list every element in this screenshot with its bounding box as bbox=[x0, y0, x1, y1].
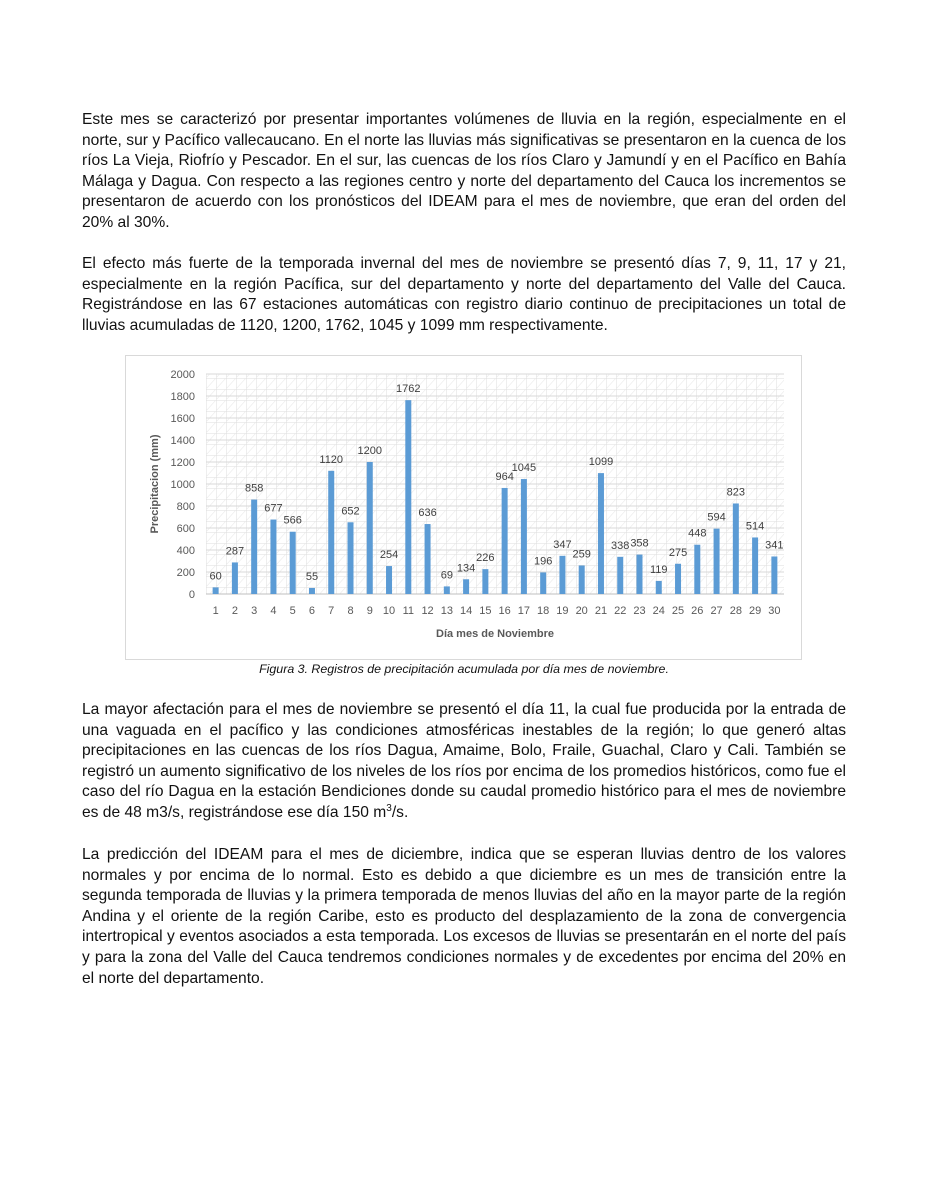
paragraph-strongest-days: El efecto más fuerte de la temporada invernal del mes de noviembre se presentó días 7, 9, 11, 17 y 21, especialmente en la región Pacífica, sur del departamento y norte del departamento del Valle del Cauca. Registrándose en las 67 estaciones automáticas con registro diario continuo de precipitaciones un total de lluvias acumuladas de 1120, 1200, 1762, 1045 y 1099 mm respectivamente. bbox=[82, 255, 846, 334]
data-label-day-2: 287 bbox=[225, 545, 245, 558]
paragraph-intro: Este mes se caracterizó por presentar importantes volúmenes de lluvia en la región, especialmente en el norte, sur y Pacífico vallecaucano. En el norte las lluvias más significativas se presentaron en la cuenca de los ríos La Vieja, Riofrío y Pescador. En el sur, las cuencas de los ríos Claro y Jamundí y en el Pacífico en Bahía Málaga y Dagua. Con respecto a las regiones centro y norte del departamento del Cauca los incrementos se presentaron de acuerdo con los pronósticos del IDEAM para el mes de noviembre, que eran del orden del 20% al 30%. bbox=[82, 111, 846, 231]
bar-day-22 bbox=[617, 557, 623, 594]
y-tick-1600: 1600 bbox=[170, 413, 195, 425]
x-tick-27: 27 bbox=[710, 605, 723, 617]
x-tick-16: 16 bbox=[498, 605, 511, 617]
x-tick-13: 13 bbox=[440, 605, 453, 617]
x-tick-7: 7 bbox=[328, 605, 335, 617]
x-tick-18: 18 bbox=[537, 605, 550, 617]
data-label-day-1: 60 bbox=[209, 570, 222, 583]
bar-day-7 bbox=[328, 471, 334, 594]
y-tick-200: 200 bbox=[176, 567, 195, 579]
data-label-day-26: 448 bbox=[688, 527, 707, 540]
x-tick-22: 22 bbox=[614, 605, 627, 617]
bar-day-12 bbox=[425, 524, 431, 594]
data-label-day-7: 1120 bbox=[319, 453, 344, 466]
data-label-day-16: 964 bbox=[495, 470, 514, 483]
x-tick-14: 14 bbox=[459, 605, 473, 617]
x-tick-9: 9 bbox=[366, 605, 373, 617]
data-label-day-29: 514 bbox=[745, 520, 765, 533]
bar-day-18 bbox=[540, 572, 546, 594]
x-tick-3: 3 bbox=[251, 605, 258, 617]
data-label-day-22: 338 bbox=[611, 539, 630, 552]
y-tick-1200: 1200 bbox=[170, 457, 195, 469]
bar-day-3 bbox=[251, 500, 257, 594]
data-label-day-5: 566 bbox=[283, 514, 302, 527]
x-tick-25: 25 bbox=[671, 605, 685, 617]
bar-day-25 bbox=[675, 564, 681, 594]
x-tick-26: 26 bbox=[691, 605, 704, 617]
x-tick-2: 2 bbox=[231, 605, 238, 617]
y-tick-0: 0 bbox=[188, 589, 195, 601]
bar-day-11 bbox=[405, 400, 411, 594]
x-tick-10: 10 bbox=[382, 605, 396, 617]
x-tick-23: 23 bbox=[633, 605, 646, 617]
figure-caption: Figura 3. Registros de precipitación acumulada por día mes de noviembre. bbox=[259, 662, 669, 676]
data-label-day-21: 1099 bbox=[588, 456, 614, 469]
data-label-day-25: 275 bbox=[668, 546, 688, 559]
y-tick-2000: 2000 bbox=[170, 369, 195, 381]
bar-day-13 bbox=[444, 586, 450, 594]
bar-day-8 bbox=[348, 522, 354, 594]
x-tick-11: 11 bbox=[402, 605, 415, 617]
x-tick-15: 15 bbox=[479, 605, 492, 617]
bar-day-20 bbox=[579, 566, 585, 594]
x-tick-24: 24 bbox=[652, 605, 665, 617]
superscript-3: 3 bbox=[386, 802, 392, 814]
bar-day-19 bbox=[559, 556, 565, 594]
data-label-day-8: 652 bbox=[341, 505, 360, 518]
data-label-day-11: 1762 bbox=[396, 383, 421, 396]
data-label-day-14: 134 bbox=[456, 562, 476, 575]
y-tick-400: 400 bbox=[176, 545, 195, 557]
paragraph-day-11-unit-tail: /s. bbox=[391, 803, 409, 821]
data-label-day-17: 1045 bbox=[511, 462, 537, 475]
bar-day-15 bbox=[482, 569, 488, 594]
data-label-day-19: 347 bbox=[553, 538, 572, 551]
x-axis-label: Día mes de Noviembre bbox=[436, 628, 554, 640]
data-label-day-20: 259 bbox=[572, 548, 591, 561]
data-label-day-6: 55 bbox=[305, 570, 319, 583]
data-label-day-24: 119 bbox=[649, 563, 668, 576]
x-tick-labels bbox=[213, 605, 781, 617]
y-tick-800: 800 bbox=[176, 501, 195, 513]
paragraph-december-forecast: La predicción del IDEAM para el mes de diciembre, indica que se esperan lluvias dentro de los valores normales y por encima de lo normal. Esto es debido a que diciembre es un mes de transición entre la segunda temporada de lluvias y la primera temporada de menos lluvias del año en la mayor parte de la región Andina y el oriente de la región Caribe, esto es producto del desplazamiento de la zona de convergencia intertropical y eventos asociados a esta temporada. Los excesos de lluvias se presentarán en el norte del país y para la zona del Valle del Cauca tendremos condiciones normales y de excedentes por encima del 20% en el norte del departamento. bbox=[82, 846, 846, 987]
data-label-day-12: 636 bbox=[418, 507, 437, 520]
data-label-day-3: 858 bbox=[244, 482, 264, 495]
y-tick-labels bbox=[171, 369, 195, 601]
bar-day-28 bbox=[733, 503, 739, 594]
bar-day-5 bbox=[290, 532, 296, 594]
data-label-day-28: 823 bbox=[726, 486, 746, 499]
bar-day-23 bbox=[637, 555, 643, 594]
bar-day-6 bbox=[309, 588, 315, 594]
bar-day-1 bbox=[213, 587, 219, 594]
data-label-day-10: 254 bbox=[379, 549, 399, 562]
y-axis-label: Precipitacion (mm) bbox=[149, 434, 161, 534]
x-tick-19: 19 bbox=[556, 605, 569, 617]
data-label-day-4: 677 bbox=[264, 502, 283, 515]
y-tick-600: 600 bbox=[176, 523, 195, 535]
precipitation-chart bbox=[125, 355, 802, 660]
bar-day-29 bbox=[752, 537, 758, 594]
y-tick-1000: 1000 bbox=[170, 479, 195, 491]
x-tick-30: 30 bbox=[768, 605, 781, 617]
x-tick-5: 5 bbox=[289, 605, 296, 617]
bar-day-10 bbox=[386, 566, 392, 594]
data-label-day-13: 69 bbox=[440, 569, 453, 582]
x-tick-12: 12 bbox=[421, 605, 434, 617]
bar-day-26 bbox=[694, 545, 700, 594]
bar-day-4 bbox=[270, 520, 276, 594]
y-tick-1800: 1800 bbox=[170, 391, 195, 403]
bar-day-30 bbox=[771, 556, 777, 594]
bar-day-16 bbox=[502, 488, 508, 594]
paragraph-day-11 bbox=[82, 700, 846, 824]
bar-day-2 bbox=[232, 562, 238, 594]
data-label-day-15: 226 bbox=[476, 552, 495, 565]
chart-canvas bbox=[126, 356, 801, 659]
x-tick-20: 20 bbox=[575, 605, 588, 617]
bar-day-21 bbox=[598, 473, 604, 594]
data-label-day-27: 594 bbox=[707, 511, 726, 524]
x-tick-28: 28 bbox=[729, 605, 742, 617]
paragraph-day-11-text: La mayor afectación para el mes de noviembre se presentó el día 11, la cual fue producida por la entrada de una vaguada en el pacífico y las condiciones atmosféricas inestables de la región; lo que generó altas precipitaciones en las cuencas de los ríos Dagua, Amaime, Bolo, Fraile, Guachal, Claro y Cali. También se registró un aumento significativo de los niveles de los ríos por encima de los promedios históricos, como fue el caso del río Dagua en la estación Bendiciones donde su caudal promedio histórico para el mes de noviembre es de 48 m3/s, registrándose ese día 150 m bbox=[82, 701, 846, 821]
x-tick-29: 29 bbox=[748, 605, 762, 617]
data-label-day-9: 1200 bbox=[357, 445, 383, 457]
x-tick-17: 17 bbox=[517, 605, 531, 617]
x-tick-4: 4 bbox=[270, 605, 277, 617]
x-tick-21: 21 bbox=[594, 605, 608, 617]
y-tick-1400: 1400 bbox=[170, 435, 195, 447]
data-label-day-23: 358 bbox=[630, 537, 649, 550]
bar-day-14 bbox=[463, 579, 469, 594]
x-tick-8: 8 bbox=[347, 605, 354, 617]
bar-day-27 bbox=[714, 529, 720, 594]
x-tick-6: 6 bbox=[308, 605, 316, 617]
data-label-day-18: 196 bbox=[533, 555, 553, 568]
bar-day-24 bbox=[656, 581, 662, 594]
x-tick-1: 1 bbox=[212, 605, 219, 617]
data-label-day-30: 341 bbox=[765, 539, 784, 552]
bar-day-17 bbox=[521, 479, 527, 594]
bar-day-9 bbox=[367, 462, 373, 594]
